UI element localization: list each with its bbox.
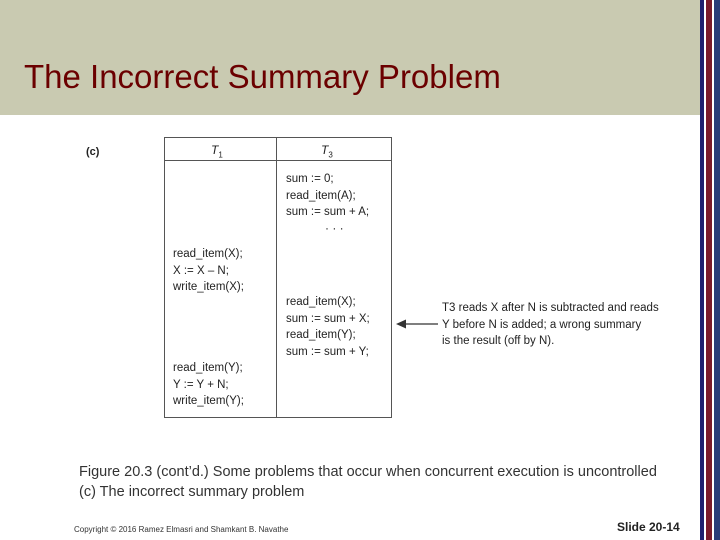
annotation-note: T3 reads X after N is subtracted and reads Y before N is added; a wrong summary is the result (off by N).	[442, 302, 659, 347]
column-divider	[276, 138, 277, 417]
table-header	[165, 138, 391, 161]
t1-operations-1: read_item(X); X := X – N; write_item(X);	[173, 248, 244, 293]
figure-caption: Figure 20.3 (cont’d.) Some problems that occur when concurrent execution is uncontrolled (c) The incorrect summary problem	[79, 464, 657, 500]
slide-title: The Incorrect Summary Problem	[24, 58, 501, 95]
column-header-t3-sub: 3	[328, 150, 333, 160]
column-header-t1-name: T	[211, 143, 219, 157]
ellipsis-dots: · · ·	[325, 221, 344, 235]
figure-part-label: (c)	[86, 146, 100, 158]
slide-number: Slide 20-14	[617, 520, 680, 534]
stripe-blue	[714, 0, 720, 540]
copyright-notice: Copyright © 2016 Ramez Elmasri and Shamkant B. Navathe	[74, 525, 289, 534]
arrow-left-icon	[396, 318, 438, 330]
column-header-t1	[211, 143, 223, 159]
t3-operations-2: read_item(X); sum := sum + X; read_item(Y); sum := sum + Y;	[286, 296, 370, 358]
decorative-stripes	[700, 0, 720, 540]
t1-operations-2: read_item(Y); Y := Y + N; write_item(Y);	[173, 362, 244, 407]
column-header-t1-sub: 1	[218, 150, 223, 160]
t3-operations-1: sum := 0; read_item(A); sum := sum + A;	[286, 173, 370, 218]
column-header-t3-name: T	[321, 143, 329, 157]
schedule-table	[164, 137, 392, 418]
column-header-t3	[321, 143, 333, 159]
